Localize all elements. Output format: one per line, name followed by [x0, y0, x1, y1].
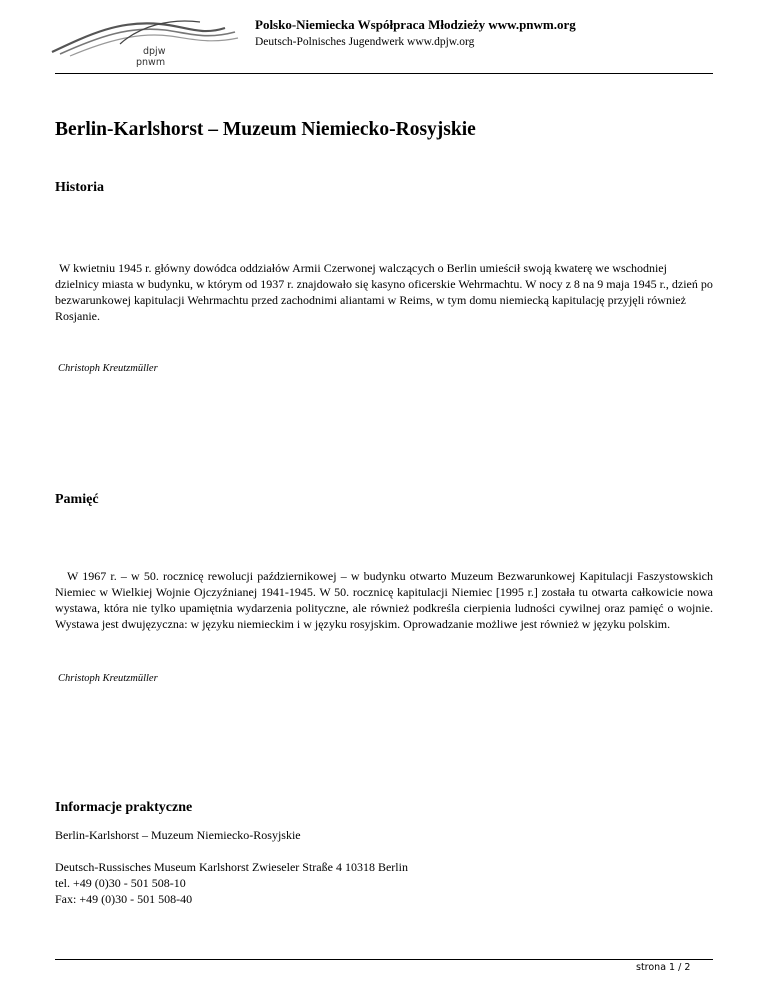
section-body-historia: W kwietniu 1945 r. główny dowódca oddziałów Armii Czerwonej walczących o Berlin umieścił swoją kwaterę we wschodniej dzielnicy miasta w budynku, w którym od 1937 r. znajdowało się kasyno oficerskie Wehrmachtu. W nocy z 8 na 9 maja 1945 r., dzień po bezwarunkowej kapitulacji Wehrmachtu przed zachodnimi aliantami w Reims, w tym domu niemiecką kapitulację przyjęli również Rosjanie.	[55, 261, 713, 323]
logo-text-pnwm: pnwm	[136, 57, 166, 68]
org-name-german: Deutsch-Polnisches Jugendwerk www.dpjw.org	[255, 36, 475, 48]
info-fax: Fax: +49 (0)30 - 501 508-40	[55, 892, 193, 906]
logo-wordmark	[136, 46, 165, 68]
info-phone: tel. +49 (0)30 - 501 508-10	[55, 876, 186, 890]
section-heading-pamiec: Pamięć	[55, 492, 99, 507]
page-title: Berlin-Karlshorst – Muzeum Niemiecko-Rosyjskie	[55, 119, 476, 140]
header-divider	[55, 73, 713, 74]
section-heading-informacje: Informacje praktyczne	[55, 800, 193, 815]
section-body-pamiec: W 1967 r. – w 50. rocznicę rewolucji październikowej – w budynku otwarto Muzeum Bezwarunkowej Kapitulacji Faszystowskich Niemiec w Wielkiej Wojnie Ojczyźnianej 1941-1945. W 50. rocznicę kapitulacji Niemiec [1995 r.] została tu otwarta całkowicie nowa wystawa, która nie tylko upamiętnia wydarzenia polityczne, ale również podkreśla cierpienia ludności cywilnej oraz pamięć o wojnie. Wystawa jest dwujęzyczna: w języku niemieckim i w języku rosyjskim. Oprowadzanie możliwe jest również w języku polskim.	[55, 569, 713, 631]
info-address: Deutsch-Russisches Museum Karlshorst Zwieseler Straße 4 10318 Berlin	[55, 860, 408, 874]
footer-divider	[55, 959, 713, 960]
info-museum-name: Berlin-Karlshorst – Muzeum Niemiecko-Rosyjskie	[55, 828, 301, 842]
org-name-polish: Polsko-Niemiecka Współpraca Młodzieży www.pnwm.org	[255, 17, 576, 32]
section-heading-historia: Historia	[55, 180, 104, 195]
logo-text-dpjw: dpjw	[143, 46, 166, 57]
page-number: strona 1 / 2	[636, 962, 691, 973]
section-author-pamiec: Christoph Kreutzmüller	[58, 673, 158, 684]
section-author-historia: Christoph Kreutzmüller	[58, 363, 158, 374]
